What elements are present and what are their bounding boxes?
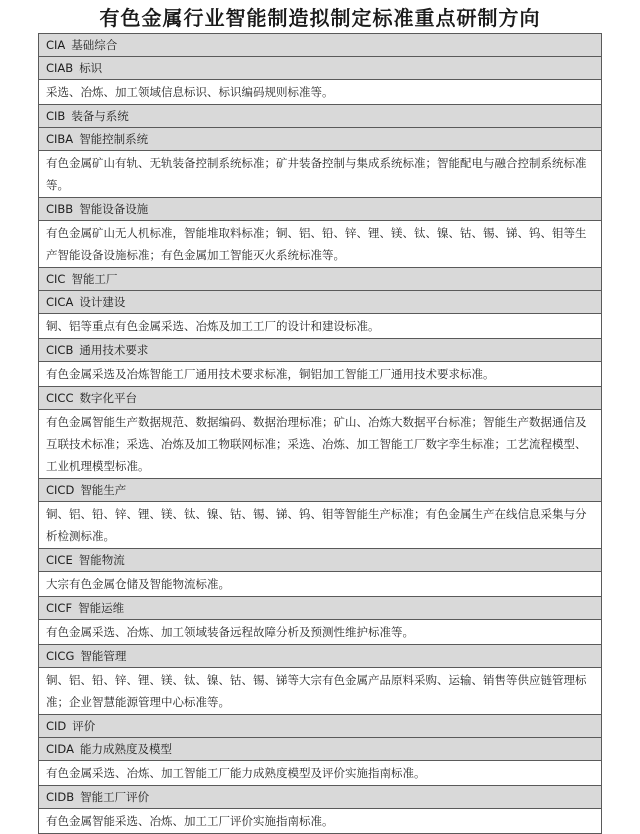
category-label: 智能工厂评价: [80, 790, 150, 804]
description-text: 铜、铝、铅、锌、锂、镁、钛、镍、钴、锡、锑等大宗有色金属产品原料采购、运输、销售等供应链管理标准；企业智慧能源管理中心标准等。: [46, 673, 587, 709]
category-row: [39, 291, 602, 314]
description-text: 有色金属采选、冶炼、加工智能工厂能力成熟度模型及评价实施指南标准。: [46, 766, 426, 780]
category-code: CICC: [46, 391, 74, 405]
description-cell: [39, 314, 602, 339]
description-row: [39, 410, 602, 479]
category-code: CICE: [46, 553, 73, 567]
category-cell: [39, 715, 602, 738]
category-row: [39, 128, 602, 151]
category-code: CID: [46, 719, 67, 733]
category-row: [39, 597, 602, 620]
category-label: 智能控制系统: [79, 132, 149, 146]
description-text: 大宗有色金属仓储及智能物流标准。: [46, 577, 230, 591]
standards-table-body: [39, 34, 602, 834]
category-cell: [39, 738, 602, 761]
category-cell: [39, 387, 602, 410]
description-row: [39, 314, 602, 339]
category-cell: [39, 34, 602, 57]
description-row: [39, 221, 602, 268]
description-cell: [39, 572, 602, 597]
category-label: 智能设备设施: [79, 202, 149, 216]
description-cell: [39, 410, 602, 479]
description-text: 有色金属矿山有轨、无轨装备控制系统标准；矿井装备控制与集成系统标准；智能配电与融合控制系统标准等。: [46, 156, 587, 192]
category-cell: [39, 291, 602, 314]
category-row: [39, 105, 602, 128]
category-cell: [39, 105, 602, 128]
description-cell: [39, 809, 602, 834]
category-code: CIDA: [46, 742, 74, 756]
category-label: 评价: [72, 719, 96, 733]
description-row: [39, 502, 602, 549]
description-cell: [39, 362, 602, 387]
category-code: CIBA: [46, 132, 74, 146]
category-label: 智能工厂: [71, 272, 118, 286]
category-cell: [39, 57, 602, 80]
category-code: CIB: [46, 109, 66, 123]
description-cell: [39, 761, 602, 786]
category-code: CICF: [46, 601, 73, 615]
standards-table: [38, 33, 602, 834]
category-code: CIA: [46, 38, 66, 52]
category-code: CICD: [46, 483, 75, 497]
description-cell: [39, 668, 602, 715]
category-code: CIAB: [46, 61, 74, 75]
category-label: 装备与系统: [71, 109, 129, 123]
description-text: 有色金属智能生产数据规范、数据编码、数据治理标准；矿山、冶炼大数据平台标准；智能生产数据通信及互联技术标准；采选、冶炼及加工物联网标准；采选、冶炼、加工智能工厂数字孪生标准；工艺流程模型、工业机理模型标准。: [46, 415, 587, 473]
category-label: 标识: [79, 61, 103, 75]
description-text: 有色金属采选、冶炼、加工领域装备远程故障分析及预测性维护标准等。: [46, 625, 414, 639]
description-cell: [39, 502, 602, 549]
category-row: [39, 387, 602, 410]
description-text: 铜、铝等重点有色金属采选、冶炼及加工工厂的设计和建设标准。: [46, 319, 380, 333]
category-label: 能力成熟度及模型: [79, 742, 172, 756]
page-title: 有色金属行业智能制造拟制定标准重点研制方向: [99, 6, 541, 30]
category-code: CIDB: [46, 790, 75, 804]
description-row: [39, 362, 602, 387]
category-row: [39, 34, 602, 57]
category-label: 智能运维: [78, 601, 125, 615]
description-text: 铜、铝、铅、锌、锂、镁、钛、镍、钴、锡、锑、钨、钼等智能生产标准；有色金属生产在线信息采集与分析检测标准。: [46, 507, 587, 543]
description-text: 有色金属采选及冶炼智能工厂通用技术要求标准，铜铝加工智能工厂通用技术要求标准。: [46, 367, 495, 381]
description-row: [39, 572, 602, 597]
category-row: [39, 786, 602, 809]
category-cell: [39, 549, 602, 572]
category-row: [39, 198, 602, 221]
category-cell: [39, 597, 602, 620]
category-label: 智能管理: [80, 649, 127, 663]
category-row: [39, 339, 602, 362]
category-row: [39, 549, 602, 572]
category-cell: [39, 479, 602, 502]
category-cell: [39, 128, 602, 151]
description-cell: [39, 151, 602, 198]
category-row: [39, 645, 602, 668]
description-text: 有色金属矿山无人机标准，智能堆取料标准；铜、铝、铅、锌、锂、镁、钛、镍、钴、锡、锑、钨、钼等生产智能设备设施标准；有色金属加工智能灭火系统标准等。: [46, 226, 587, 262]
category-label: 数字化平台: [79, 391, 137, 405]
description-cell: [39, 221, 602, 268]
description-row: [39, 80, 602, 105]
description-cell: [39, 80, 602, 105]
category-code: CIBB: [46, 202, 74, 216]
category-code: CICB: [46, 343, 74, 357]
description-row: [39, 809, 602, 834]
category-label: 基础综合: [71, 38, 118, 52]
category-cell: [39, 786, 602, 809]
category-label: 通用技术要求: [79, 343, 149, 357]
category-row: [39, 57, 602, 80]
category-code: CICG: [46, 649, 75, 663]
category-label: 智能物流: [78, 553, 125, 567]
category-row: [39, 268, 602, 291]
category-cell: [39, 339, 602, 362]
category-code: CIC: [46, 272, 66, 286]
category-code: CICA: [46, 295, 74, 309]
category-label: 智能生产: [80, 483, 127, 497]
description-row: [39, 620, 602, 645]
category-cell: [39, 268, 602, 291]
description-row: [39, 761, 602, 786]
category-cell: [39, 198, 602, 221]
category-row: [39, 479, 602, 502]
description-text: 有色金属智能采选、冶炼、加工工厂评价实施指南标准。: [46, 814, 334, 828]
description-cell: [39, 620, 602, 645]
description-row: [39, 668, 602, 715]
category-row: [39, 715, 602, 738]
category-cell: [39, 645, 602, 668]
description-text: 采选、冶炼、加工领域信息标识、标识编码规则标准等。: [46, 85, 334, 99]
category-row: [39, 738, 602, 761]
category-label: 设计建设: [79, 295, 126, 309]
description-row: [39, 151, 602, 198]
